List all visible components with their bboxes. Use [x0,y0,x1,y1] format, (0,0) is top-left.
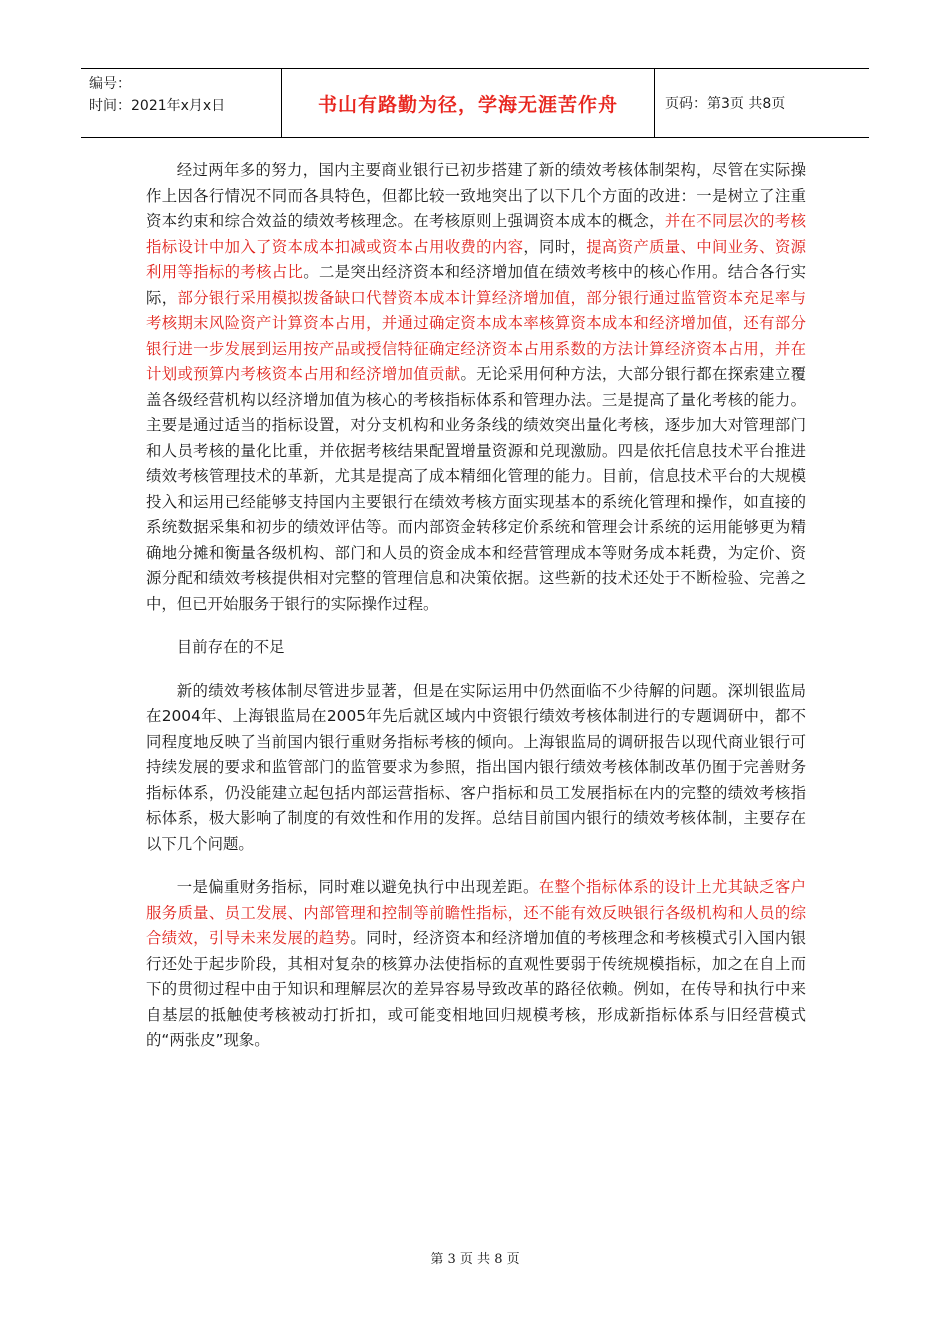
body-text: 。无论采用何种方法，大部分银行都在探索建立覆盖各级经营机构以经济增加值为核心的考核指标体系和管理办法。三是提高了量化考核的能力。主要是通过适当的指标设置，对分支机构和业务条线的绩效突出量化考核，逐步加大对管理部门和人员考核的量化比重，并依据考核结果配置增量资源和兑现激励。四是依托信息技术平台推进绩效考核管理技术的革新，尤其是提高了成本精细化管理的能力。目前，信息技术平台的大规模投入和运用已经能够支持国内主要银行在绩效考核方面实现基本的系统化管理和操作，如直接的系统数据采集和初步的绩效评估等。而内部资金转移定价系统和管理会计系统的运用能够更为精确地分摊和衡量各级机构、部门和人员的资金成本和经营管理成本等财务成本耗费，为定价、资源分配和绩效考核提供相对完整的管理信息和决策依据。这些新的技术还处于不断检验、完善之中，但已开始服务于银行的实际操作过程。 [146,365,806,613]
document-number-label: 编号： [89,76,131,92]
body-text: ，同时， [523,237,587,256]
highlighted-text: 部分银行采用模拟拨备缺口代替资本成本计算经济增加值，部分银行通过监管资本充足率与考核期末风险资产计算资本占用，并通过确定资本成本率核算资本成本和经济增加值，还有部分银行进一步发展到运用按产品或授信特征确定经济资本占用系数的方法计算经济资本占用，并在计划或预算内考核资本占用和经济增加值贡献 [146,288,806,383]
highlighted-text: 并在不同层次的考核指标设计中加入了资本成本扣减或资本占用收费的内容 [146,212,806,256]
document-date: 时间：2021年x月x日 [89,98,226,114]
header-meta [81,69,281,137]
document-body [146,158,806,1054]
section-heading: 目前存在的不足 [176,638,285,656]
highlighted-text: 在整个指标体系的设计上尤其缺乏客户服务质量、员工发展、内部管理和控制等前瞻性指标，还不能有效反映银行各级机构和人员的综合绩效，引导未来发展的趋势 [146,878,806,947]
body-text: 经过两年多的努力，国内主要商业银行已初步搭建了新的绩效考核体制架构，尽管在实际操作上因各行情况不同而各具特色，但都比较一致地突出了以下几个方面的改进：一是树立了注重资本约束和综合效益的绩效考核理念。在考核原则上强调资本成本的概念， [146,161,806,230]
header-motto: 书山有路勤为径，学海无涯苦作舟 [281,69,655,137]
header-page-info: 页码：第3页 共8页 [665,96,786,112]
body-paragraph: 新的绩效考核体制尽管进步显著，但是在实际运用中仍然面临不少待解的问题。深圳银监局在2004年、上海银监局在2005年先后就区域内中资银行绩效考核体制进行的专题调研中，都不同程度地反映了当前国内银行重财务指标考核的倾向。上海银监局的调研报告以现代商业银行可持续发展的要求和监管部门的监管要求为参照，指出国内银行绩效考核体制改革仍囿于完善财务指标体系，仍没能建立起包括内部运营指标、客户指标和员工发展指标在内的完整的绩效考核指标体系，极大影响了制度的有效性和作用的发挥。总结目前国内银行的绩效考核体制，主要存在以下几个问题。 [146,681,806,853]
body-text: 一是偏重财务指标，同时难以避免执行中出现差距。 [176,878,539,896]
body-paragraph [146,875,806,1054]
highlighted-text: 提高资产质量、中间业务、资源利用等指标的考核占比 [146,237,806,281]
body-text: 。二是突出经济资本和经济增加值在绩效考核中的核心作用。结合各行实际， [146,263,806,307]
page-footer: 第 3 页 共 8 页 [430,1252,520,1267]
document-header [81,68,869,138]
body-paragraph [146,158,806,617]
body-text: 。同时，经济资本和经济增加值的考核理念和考核模式引入国内银行还处于起步阶段，其相对复杂的核算办法使指标的直观性要弱于传统规模指标，加之在自上而下的贯彻过程中由于知识和理解层次的差异容易导致改革的路径依赖。例如，在传导和执行中来自基层的抵触使考核被动打折扣，或可能变相地回归规模考核，形成新指标体系与旧经营模式的“两张皮”现象。 [146,929,806,1049]
